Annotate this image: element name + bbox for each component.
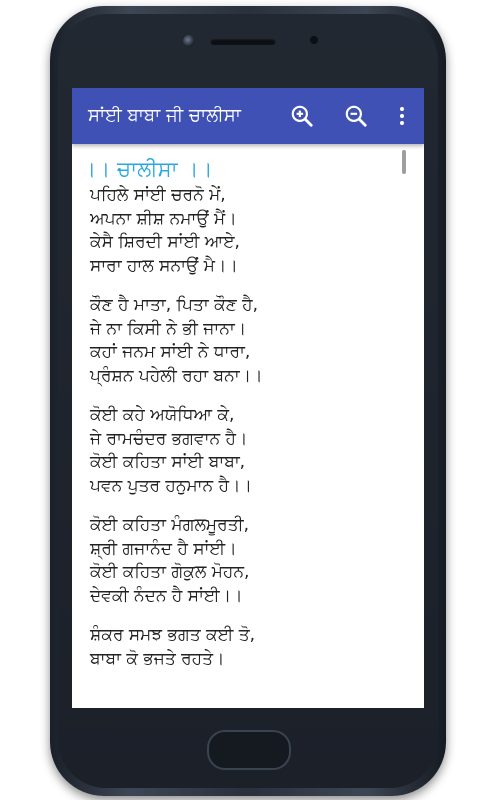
overflow-menu-button[interactable] — [384, 98, 420, 134]
chalisa-content[interactable] — [72, 144, 424, 708]
verse-line: ਕਹਾਂ ਜਨਮ ਸਾਂਈ ਨੇ ਧਾਰਾ, — [90, 342, 251, 362]
app-bar — [72, 88, 424, 144]
zoom-out-icon — [343, 103, 369, 129]
verse-line: ਸ਼ੰਕਰ ਸਮਝ ਭਗਤ ਕਈ ਤੋ, — [90, 625, 256, 645]
verse-line: ਕੋਈ ਕਹਿਤਾ ਗੋਕੁਲ ਮੋਹਨ, — [90, 562, 250, 582]
verse-line: ਕੋਈ ਕਹੇ ਅਯੋਧਿਆ ਕੇ, — [90, 405, 235, 425]
scrollbar[interactable] — [402, 150, 406, 174]
verse-line: ਪ੍ਰੰਸ਼ਨ ਪਹੇਲੀ ਰਹਾ ਬਨਾ।। — [90, 365, 263, 386]
verse-line: ਸ਼੍ਰੀ ਗਜਾਨੰਦ ਹੈ ਸਾਂਈ। — [90, 538, 237, 559]
app-title: ਸਾਂਈ ਬਾਬਾ ਜੀ ਚਾਲੀਸਾ — [88, 105, 241, 126]
verse-3 — [90, 404, 410, 498]
front-camera — [183, 35, 195, 47]
verse-1 — [90, 184, 410, 278]
home-button[interactable] — [207, 730, 291, 770]
more-vert-icon — [399, 106, 405, 126]
app-screen — [72, 88, 424, 708]
verse-line: ਦੇਵਕੀ ਨੰਦਨ ਹੈ ਸਾਂਈ।। — [90, 585, 243, 606]
verse-line: ਪਹਿਲੇ ਸਾਂਈ ਚਰਨੋ ਮੇਂ, — [90, 185, 226, 205]
verse-5 — [90, 624, 410, 671]
zoom-out-button[interactable] — [338, 98, 374, 134]
verse-line: ਕੋਈ ਕਹਿਤਾ ਮੰਗਲਮੂਰਤੀ, — [90, 515, 250, 535]
verse-line: ਜੇ ਰਾਮਚੰਦਰ ਭਗਵਾਨ ਹੈ। — [90, 428, 248, 449]
verse-line: ਜੇ ਨਾ ਕਿਸੀ ਨੇ ਭੀ ਜਾਨਾ। — [90, 318, 247, 339]
verse-line: ਕੋਈ ਕਹਿਤਾ ਸਾਂਈ ਬਾਬਾ, — [90, 452, 246, 472]
zoom-in-button[interactable] — [284, 98, 320, 134]
zoom-in-icon — [289, 103, 315, 129]
section-heading: ।। ਚਾਲੀਸਾ ।। — [82, 157, 213, 181]
verse-line: ਅਪਨਾ ਸ਼ੀਸ਼ ਨਮਾਉਂ ਮੈਂ। — [90, 208, 237, 229]
verse-line: ਬਾਬਾ ਕੋ ਭਜਤੇ ਰਹਤੇ। — [90, 648, 225, 669]
earpiece-speaker — [210, 38, 276, 45]
verse-line: ਸਾਰਾ ਹਾਲ ਸਨਾਉਂ ਮੈ।। — [90, 255, 238, 276]
verse-2 — [90, 294, 410, 388]
verse-4 — [90, 514, 410, 608]
verse-line: ਕੌਣ ਹੈ ਮਾਤਾ, ਪਿਤਾ ਕੌਣ ਹੈ, — [90, 295, 258, 315]
proximity-sensor — [310, 36, 318, 44]
verse-line: ਕੇਸੈ ਸ਼ਿਰਦੀ ਸਾਂਈ ਆਏ, — [90, 232, 240, 252]
verse-line: ਪਵਨ ਪੁਤਰ ਹਨੁਮਾਨ ਹੈ।। — [90, 475, 252, 496]
